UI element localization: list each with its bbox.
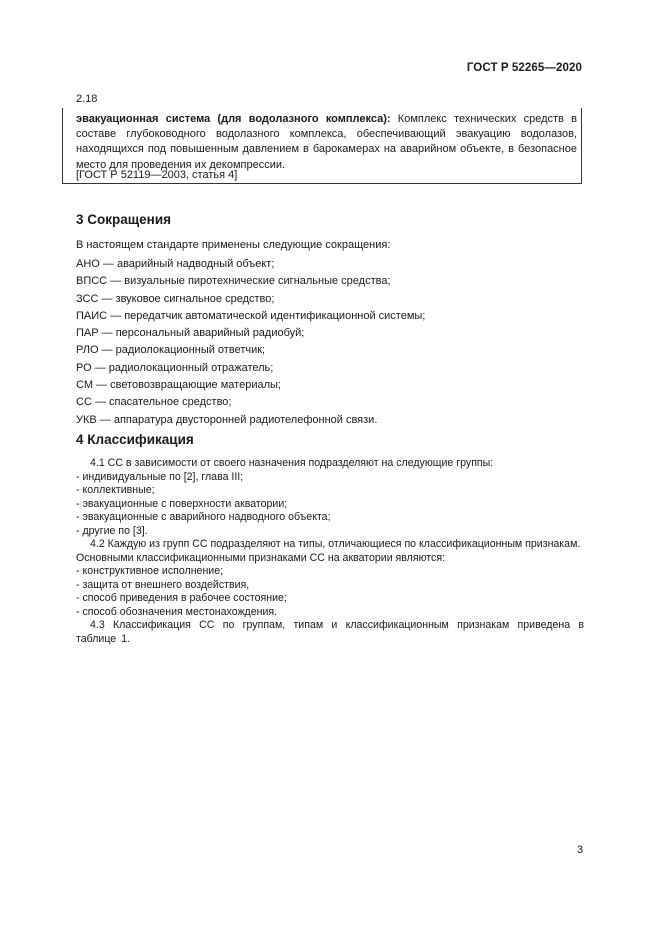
sign-list-item: - способ обозначения местонахождения. [76,605,278,618]
term-definition: Комплекс технических средств в составе глубоководного водолазного комплекса, обеспечивающий эвакуацию водолазов, находящихся под повышенным давлением в барокамерах на аварийном объекте, в безопасное место для проведения их декомпрессии. [76,113,577,171]
abbreviation-item: ЗСС — звуковое сигнальное средство; [76,292,275,305]
paragraph-4-2: 4.2 Каждую из групп СС подразделяют на типы, отличающиеся по классификационным признакам. [90,538,581,550]
sign-list-item: - конструктивное исполнение; [76,565,224,577]
group-list-item: - эвакуационные с аварийного надводного объекта; [76,511,331,523]
term-definition-block [76,112,577,173]
abbreviation-item: СС — спасательное средство; [76,396,232,409]
section-3-title: 3 Сокращения [76,212,171,227]
abbreviation-item: РО — радиолокационный отражатель; [76,361,274,374]
sign-list-item: - защита от внешнего воздействия, [76,578,250,591]
paragraph-4-3: 4.3 Классификация СС по группам, типам и классификационным признакам приведена в таблице 1. [76,619,584,645]
sign-list-item: - способ приведения в рабочее состояние; [76,592,287,604]
abbreviation-item: СМ — световозвращающие материалы; [76,379,281,392]
group-list-item: - эвакуационные с поверхности акватории; [76,497,288,510]
abbreviations-intro: В настоящем стандарте применены следующие сокращения: [76,239,391,251]
classification-text [76,457,584,646]
group-list-item: - индивидуальные по [2], глава III; [76,470,244,483]
abbreviation-item: РЛО — радиолокационный ответчик; [76,344,266,357]
abbreviation-item: ПАИС — передатчик автоматической идентификационной системы; [76,309,426,322]
paragraph-4-2-signs-intro: Основными классификационными признаками СС на акватории являются: [76,551,446,564]
page-number: 3 [577,844,584,856]
group-list-item: - коллективные; [76,484,155,496]
abbreviations-list [76,256,425,429]
abbreviation-item: УКВ — аппаратура двусторонней радиотелефонной связи. [76,413,378,426]
term-name: эвакуационная система (для водолазного комплекса): [76,113,391,125]
group-list-item: - другие по [3]. [76,524,148,537]
abbreviation-item: ПАР — персональный аварийный радиобуй; [76,327,305,340]
page-header-standard: ГОСТ Р 52265—2020 [466,62,582,74]
term-source: [ГОСТ Р 52119—2003, статья 4] [76,169,238,181]
term-number: 2.18 [76,93,98,105]
abbreviation-item: ВПСС — визуальные пиротехнические сигнальные средства; [76,275,391,288]
section-4-title: 4 Классификация [76,432,194,447]
abbreviation-item: АНО — аварийный надводный объект; [76,258,275,270]
paragraph-4-1: 4.1 СС в зависимости от своего назначения подразделяют на следующие группы: [90,457,494,469]
